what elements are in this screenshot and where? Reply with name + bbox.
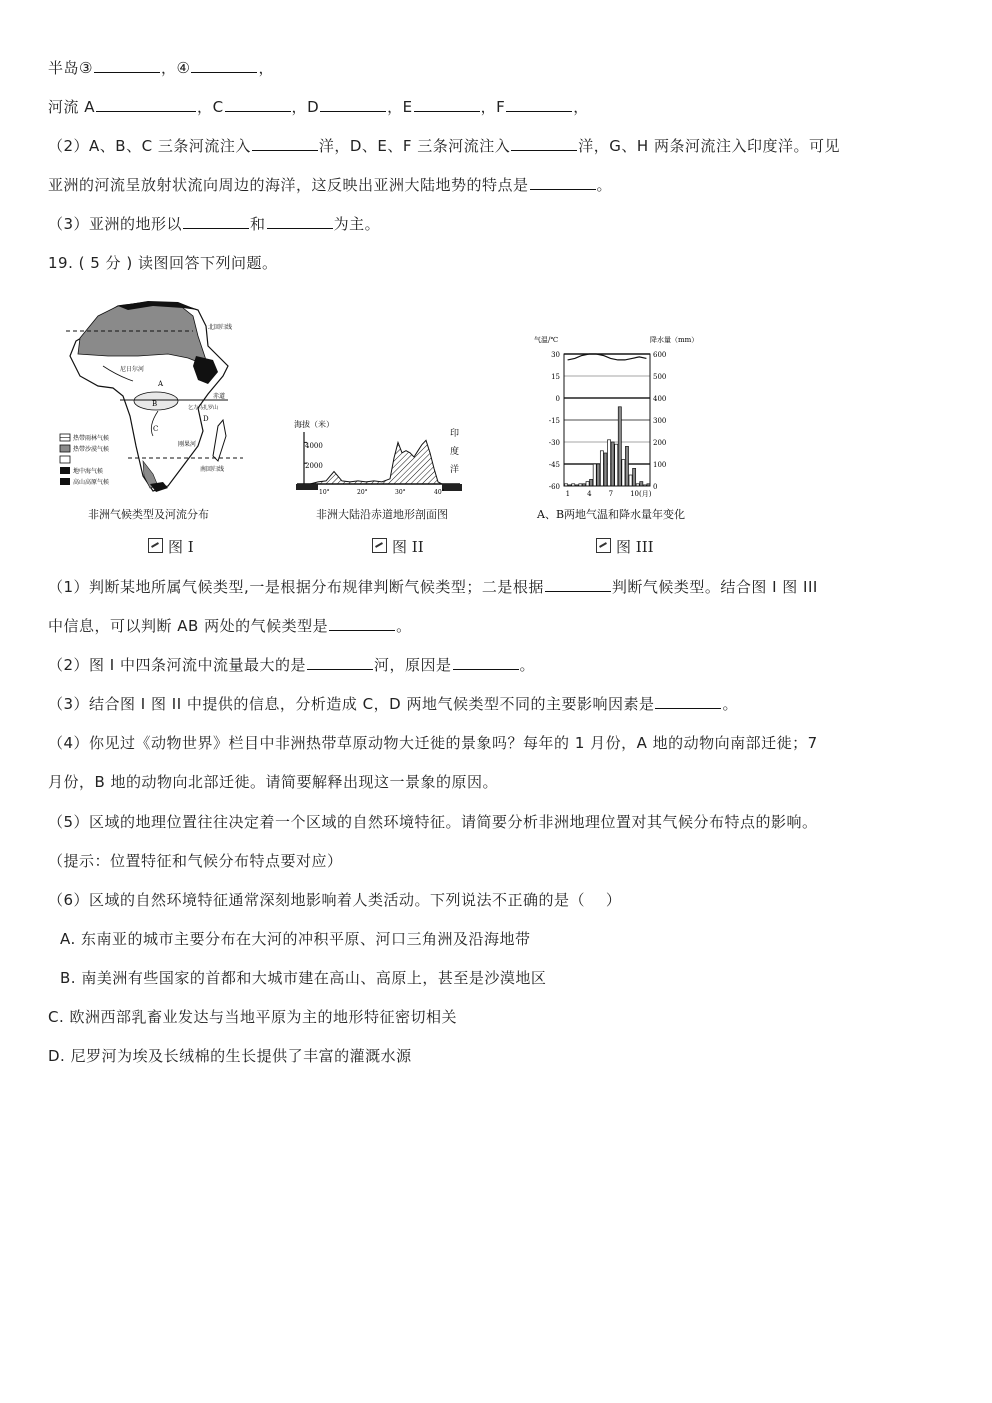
label: 。: [722, 695, 738, 713]
label: 图 I: [168, 538, 194, 556]
label: 洋，D、E、F 三条河流注入: [318, 137, 511, 155]
label: 洋，G、H 两条河流注入印度洋。可见: [578, 137, 840, 155]
answer-blank[interactable]: [183, 214, 249, 229]
answer-blank[interactable]: [191, 58, 257, 73]
figure-2-label: [372, 536, 424, 557]
map-label: 北回归线: [208, 324, 233, 331]
label: 中信息，可以判断 AB 两处的气候类型是: [48, 617, 329, 635]
label: ③: [79, 59, 93, 77]
answer-blank[interactable]: [545, 577, 611, 592]
map-label: A: [158, 380, 164, 388]
map-label: D: [203, 415, 209, 423]
precip-bar-b: [590, 479, 593, 486]
label: 河，原因是: [374, 656, 452, 674]
precip-bar-b: [618, 407, 621, 486]
left-axis-label: 气温/℃: [534, 336, 559, 344]
q19-part5-hint: [48, 851, 343, 871]
precip-bar-b: [604, 453, 607, 486]
label: E: [402, 98, 413, 116]
q19-part1-line2: [48, 616, 412, 636]
label: ，: [197, 98, 213, 116]
left-tick-label: 0: [555, 395, 560, 403]
right-tick-label: 200: [653, 439, 667, 447]
left-tick-label: -30: [548, 439, 560, 447]
map-label: 刚果河: [178, 441, 197, 448]
answer-blank[interactable]: [320, 97, 386, 112]
right-tick-label: 600: [653, 351, 667, 359]
x-tick-label: 10(月): [630, 490, 652, 498]
label: （3）结合图 I 图 II 中提供的信息，分析造成 C，D 两地气候类型不同的主要影响因素是: [48, 695, 655, 713]
left-tick-label: -60: [548, 483, 560, 491]
right-tick-label: 0: [653, 483, 658, 491]
label: 。: [596, 176, 613, 194]
right-tick-label: 400: [653, 395, 667, 403]
legend-label: 热带沙漠气候: [73, 446, 110, 453]
answer-blank[interactable]: [252, 136, 318, 151]
label: 图 II: [392, 538, 424, 556]
precip-bar-a: [615, 444, 618, 486]
q19-part1-line1: [48, 577, 818, 597]
label: （6）区域的自然环境特征通常深刻地影响着人类活动。下列说法不正确的是（ ）: [48, 891, 622, 909]
label: ，: [258, 59, 274, 77]
option-b[interactable]: [60, 968, 546, 988]
x-tick-label: 7: [608, 490, 614, 498]
label: F: [496, 98, 506, 116]
label: （提示：位置特征和气候分布特点要对应）: [48, 852, 343, 870]
precip-bar-b: [611, 442, 614, 486]
precip-bar-a: [622, 460, 625, 486]
q19-part4-line2: [48, 772, 498, 792]
left-tick-label: -15: [548, 417, 560, 425]
precip-bar-a: [608, 440, 611, 486]
label: ④: [176, 59, 191, 77]
label: ，: [573, 98, 589, 116]
y-tick-label: 2000: [305, 462, 323, 470]
label: 月份，B 地的动物向北部迁徙。请简要解释出现这一景象的原因。: [48, 773, 499, 791]
q19-header: [48, 253, 277, 273]
label: 为主。: [333, 215, 381, 233]
side-label: 度: [450, 447, 460, 457]
answer-blank[interactable]: [414, 97, 480, 112]
answer-blank[interactable]: [506, 97, 572, 112]
map-label: B: [152, 400, 158, 408]
precip-bar-b: [633, 468, 636, 486]
right-tick-label: 100: [653, 461, 667, 469]
left-tick-label: -45: [548, 461, 560, 469]
label: （2）图 I 中四条河流中流量最大的是: [48, 656, 307, 674]
precip-bar-b: [597, 464, 600, 486]
option-d[interactable]: [48, 1046, 412, 1066]
terrain-profile-area: [310, 440, 442, 484]
climate-chart: [532, 332, 722, 500]
x-tick-label: 20°: [357, 489, 368, 496]
answer-blank[interactable]: [530, 175, 596, 190]
figure-1-caption: 非洲气候类型及河流分布: [88, 508, 209, 521]
figure-icon: [148, 538, 163, 553]
label: 。: [396, 617, 412, 635]
x-tick-label: 4: [587, 490, 592, 498]
figure-1-africa-map: [58, 296, 253, 496]
answer-blank[interactable]: [307, 655, 373, 670]
profile-chart: [292, 410, 467, 500]
legend-label: 热带雨林气候: [73, 435, 110, 442]
africa-climate-map: [58, 296, 253, 496]
option-label: D. 尼罗河为埃及长绒棉的生长提供了丰富的灌溉水源: [48, 1047, 412, 1065]
label: 判断气候类型。结合图 I 图 III: [611, 578, 818, 596]
label: （1）判断某地所属气候类型,一是根据分布规律判断气候类型；二是根据: [48, 578, 544, 596]
question-title: 19. ( 5 分 ) 读图回答下列问题。: [48, 254, 278, 272]
peninsula-line: [48, 58, 274, 78]
label: A: [84, 98, 96, 116]
label: （3）亚洲的地形以: [48, 215, 183, 233]
label: （5）区域的地理位置往往决定着一个区域的自然环境特征。请简要分析非洲地理位置对其气候分布特点的影响。: [48, 813, 818, 831]
right-tick-label: 500: [653, 373, 667, 381]
label: ，: [387, 98, 403, 116]
madagascar: [213, 420, 226, 461]
q19-part4-line1: [48, 733, 818, 753]
label: D: [307, 98, 320, 116]
answer-blank[interactable]: [225, 97, 291, 112]
right-axis-label: 降水量（mm）: [650, 336, 699, 344]
q18-part2-line1: [48, 136, 840, 156]
label: 和: [250, 215, 266, 233]
figure-icon: [596, 538, 611, 553]
label: 亚洲的河流呈放射状流向周边的海洋，这反映出亚洲大陆地势的特点是: [48, 176, 529, 194]
option-label: A. 东南亚的城市主要分布在大河的冲积平原、河口三角洲及沿海地带: [60, 930, 531, 948]
answer-blank[interactable]: [329, 616, 395, 631]
map-label: 南回归线: [200, 466, 225, 473]
label: ，: [291, 98, 308, 116]
label: 河流: [48, 98, 85, 116]
answer-blank[interactable]: [453, 655, 519, 670]
option-a[interactable]: [60, 929, 531, 949]
x-tick-label: 40°: [434, 489, 445, 496]
map-legend: [60, 434, 109, 486]
rivers-line: [48, 97, 589, 117]
label: 图 III: [616, 538, 654, 556]
answer-blank[interactable]: [267, 214, 333, 229]
legend-label: 高山高原气候: [73, 479, 110, 486]
ocean-right: [442, 484, 462, 491]
y-tick-label: 4000: [305, 442, 323, 450]
x-tick-label: 1: [565, 490, 571, 498]
label: 半岛: [48, 59, 80, 77]
q18-part3: [48, 214, 380, 234]
q19-part2: [48, 655, 535, 675]
x-tick-label: 30°: [395, 489, 406, 496]
label: ，: [160, 59, 177, 77]
q19-part6-stem: [48, 890, 621, 910]
precip-bar-a: [593, 464, 596, 486]
q19-part3: [48, 694, 738, 714]
label: C: [212, 98, 224, 116]
map-label: C: [153, 425, 159, 433]
q18-part2-line2: [48, 175, 612, 195]
precip-bar-a: [600, 451, 603, 486]
figure-3-label: [596, 536, 654, 557]
figure-2-profile-chart: [292, 410, 467, 500]
ocean-left: [296, 484, 318, 490]
figure-icon: [372, 538, 387, 553]
label: ，: [480, 98, 497, 116]
left-tick-label: 15: [551, 373, 560, 381]
option-c[interactable]: [48, 1007, 457, 1027]
answer-blank[interactable]: [96, 97, 196, 112]
y-axis-label: 海拔（米）: [294, 420, 334, 429]
legend-label: 地中海气候: [73, 468, 104, 475]
label: 。: [519, 656, 536, 674]
option-label: B. 南美洲有些国家的首都和大城市建在高山、高原上，甚至是沙漠地区: [60, 969, 547, 987]
left-tick-label: 30: [551, 351, 560, 359]
option-label: C. 欧洲西部乳畜业发达与当地平原为主的地形特征密切相关: [48, 1008, 458, 1026]
figure-3-climate-chart: [532, 332, 722, 500]
q19-part5-line1: [48, 812, 818, 832]
x-tick-label: 10°: [319, 489, 330, 496]
precip-bar-a: [586, 482, 589, 486]
map-label: 乞力马扎罗山: [188, 405, 219, 411]
precip-bar-b: [640, 482, 643, 486]
side-label: 印: [450, 429, 460, 439]
label: （2）A、B、C 三条河流注入: [48, 137, 251, 155]
answer-blank[interactable]: [94, 58, 160, 73]
label: （4）你见过《动物世界》栏目中非洲热带草原动物大迁徙的景象吗？每年的 1 月份，A 地的动物向南部迁徙；7: [48, 734, 818, 752]
map-label: 赤道: [213, 393, 226, 400]
answer-blank[interactable]: [511, 136, 577, 151]
temperature-line: [568, 354, 647, 360]
figure-1-label: [148, 536, 194, 557]
side-label: 洋: [450, 465, 460, 475]
figure-2-caption: 非洲大陆沿赤道地形剖面图: [316, 508, 448, 521]
precip-bar-b: [625, 446, 628, 486]
map-label: 尼日尔河: [120, 366, 145, 373]
precip-bar-a: [629, 475, 632, 486]
answer-blank[interactable]: [655, 694, 721, 709]
right-tick-label: 300: [653, 417, 667, 425]
figure-3-caption: A、B两地气温和降水量年变化: [537, 508, 686, 521]
